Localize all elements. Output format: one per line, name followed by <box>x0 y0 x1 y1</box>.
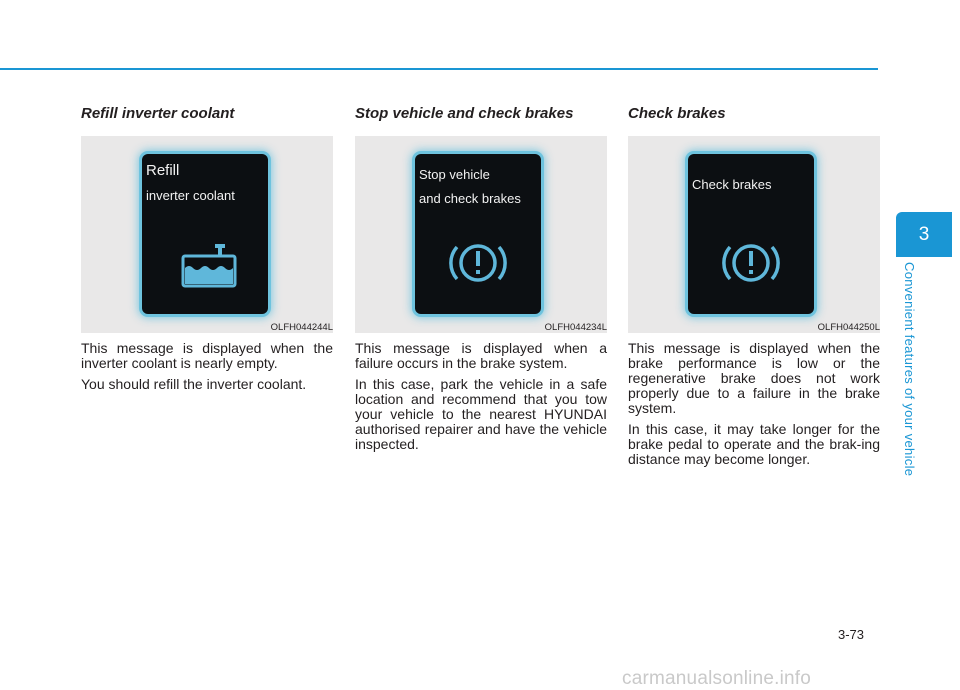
cluster-display <box>688 154 814 314</box>
section-refill-inverter-coolant <box>81 104 333 398</box>
paragraph: This message is displayed when the brake performance is low or the regenerative brake does not work properly due to a failure in the brake system. <box>628 340 880 416</box>
figure-code: OLFH044234L <box>544 322 607 333</box>
display-line: and check brakes <box>419 191 521 206</box>
chapter-tab: 3 <box>896 212 952 257</box>
figure-code: OLFH044244L <box>270 322 333 333</box>
display-line: inverter coolant <box>146 188 235 203</box>
paragraph: In this case, it may take longer for the brake pedal to operate and the brak-ing distance may become longer. <box>628 421 880 467</box>
brake-warning-icon <box>446 238 510 288</box>
figure-code: OLFH044250L <box>817 322 880 333</box>
display-line: Refill <box>146 162 180 179</box>
paragraph: This message is displayed when the inverter coolant is nearly empty. <box>81 340 333 371</box>
page-number: 3-73 <box>838 627 865 642</box>
brake-warning-icon <box>719 238 783 288</box>
cluster-display <box>415 154 541 314</box>
paragraph: This message is displayed when a failure occurs in the brake system. <box>355 340 607 371</box>
cluster-figure <box>81 136 333 333</box>
cluster-figure <box>355 136 607 333</box>
section-title: Stop vehicle and check brakes <box>355 105 574 122</box>
chapter-title: Convenient features of your vehicle <box>902 262 917 477</box>
paragraph: In this case, park the vehicle in a safe location and recommend that you tow your vehicle to the nearest HYUNDAI authorised repairer and have the vehicle inspected. <box>355 376 607 452</box>
section-body <box>355 341 607 452</box>
display-line: Stop vehicle <box>419 167 490 182</box>
section-body <box>81 341 333 392</box>
watermark: carmanualsonline.info <box>622 668 812 689</box>
header-rule <box>0 68 878 70</box>
section-title: Check brakes <box>628 105 726 122</box>
cluster-display <box>142 154 268 314</box>
cluster-figure <box>628 136 880 333</box>
section-body <box>628 341 880 467</box>
section-check-brakes <box>628 104 880 473</box>
section-title: Refill inverter coolant <box>81 105 235 122</box>
paragraph: You should refill the inverter coolant. <box>81 376 307 392</box>
coolant-tank-icon <box>179 242 239 290</box>
display-line: Check brakes <box>692 177 772 192</box>
section-stop-vehicle-and-check-brakes <box>355 104 607 458</box>
